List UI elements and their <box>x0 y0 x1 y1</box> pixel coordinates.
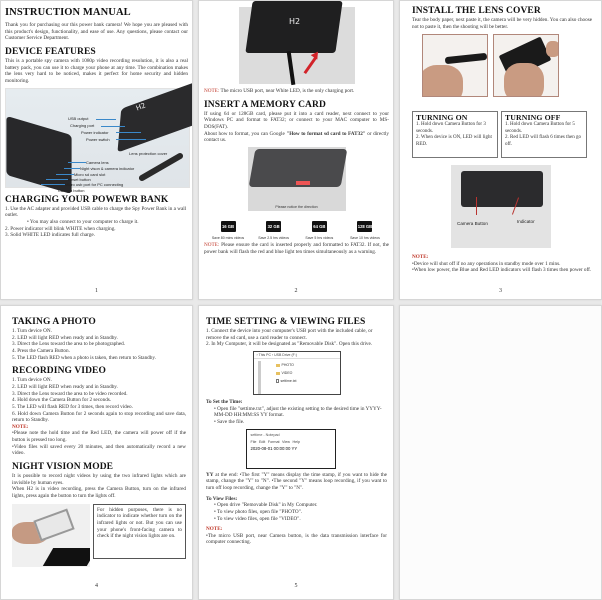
label-power-indicator: Power indicator <box>81 129 109 135</box>
label-reset-button: Reset button <box>68 176 91 182</box>
sd-card-16gb: 16 GB Save 80 mins videos <box>206 215 250 240</box>
notepad-title: settime - Notepad <box>250 432 280 437</box>
turning-off-heading: TURNING OFF <box>505 113 561 123</box>
sd-card-64gb: 64 GB Save 5 hrs videos <box>297 215 341 240</box>
sd-card-icon: 128 GB <box>357 221 372 232</box>
view-step: • To view video files, open file "VIDEO". <box>214 515 301 522</box>
view-step: • To view photo files, open file "PHOTO". <box>214 508 303 515</box>
manual-page-4 <box>0 305 193 600</box>
folder-icon <box>276 372 280 375</box>
photo-step: 1. Turn device ON. <box>12 327 52 334</box>
device-features-diagram <box>5 88 190 193</box>
night-vision-heading: NIGHT VISION MODE <box>12 462 114 473</box>
h2-logo: H2 <box>289 17 301 26</box>
lens-cover-photo-2 <box>493 34 559 97</box>
indicator-label: Indicator <box>517 219 535 224</box>
lens-cover-photos <box>422 34 601 97</box>
charging-step-2: 2. Power indicator will blink WHITE when charging. <box>5 225 116 232</box>
label-usb-output: USB output <box>68 115 89 121</box>
label-lens-cover: Lens protection cover <box>129 150 168 156</box>
label-night-vision: Night vison & camera indicator <box>80 165 135 171</box>
manual-page-2 <box>198 0 394 300</box>
page-title: INSTRUCTION MANUAL <box>5 7 131 18</box>
sd-card-icon: 16 GB <box>221 221 236 232</box>
sd-card-32gb: 32 GB Save 2.5 hrs videos <box>252 215 296 240</box>
page-number: 1 <box>95 288 98 294</box>
sd-card-capacity-list <box>206 215 387 240</box>
sd-card-icon: 32 GB <box>266 221 281 232</box>
video-step: 5. The LED will flash RED for 3 times, then record video. <box>12 403 133 410</box>
note-item: •The micro USB port, near Camera button, is the data transmission interface for computer connecting. <box>206 532 387 546</box>
set-time-step: • Open file "settime.txt", adjust the existing setting to the desired time in YYYY-MM-DD HH:MM:SS YY format. <box>214 405 382 419</box>
lens-cover-text: Tear the body paper, next paste it, the camera will be very hidden. You can also choose not to paste it, then the shooting will be better. <box>412 16 593 30</box>
label-charging-port: Charging port <box>70 122 95 128</box>
format-text: About how to format, you can Google "How to format sd card to FAT32" or directly contact us. <box>204 130 389 144</box>
sd-card-icon: 64 GB <box>312 221 327 232</box>
setup-step: 1. Connect the device into your computer's USB port with the included cable, or remove the sd card, use a card reader to connect. <box>206 327 373 341</box>
photo-heading: TAKING A PHOTO <box>12 317 96 327</box>
photo-step: 4. Press the Camera Button. <box>12 347 70 354</box>
notepad-value: 2020-08-01 00:00:00 YY <box>250 445 298 451</box>
label-sd-slot: Micro sd card slot <box>74 171 106 177</box>
video-step: 4. Hold down the Camera Button for 2 seconds. <box>12 397 112 404</box>
folder-photo: PHOTO <box>276 363 294 367</box>
note-label: NOTE: <box>12 423 29 430</box>
video-step: 1. Turn device ON. <box>12 377 52 384</box>
file-settime: settime.txt <box>276 379 297 383</box>
night-vision-text: It is possible to record night videos by using the two infrared lights which are invisible by human eyes. <box>12 473 186 486</box>
video-step: 6. Hold down Camera Button for 2 seconds again to stop recording and save data, return to Standby. <box>12 410 186 424</box>
note-label: NOTE: <box>206 526 223 533</box>
photo-step: 5. The LED flash RED when a photo is taken, then return to Standby. <box>12 354 156 361</box>
note-label: NOTE: <box>412 254 429 260</box>
h2-logo: H2 <box>134 101 147 113</box>
label-power-switch: Power switch <box>86 136 110 142</box>
text-file-icon <box>276 379 279 383</box>
lens-cover-photo-1 <box>422 34 488 97</box>
view-files-heading: To View Files: <box>206 495 238 502</box>
sd-slot-photo <box>248 147 346 211</box>
yy-explanation: YY at the end: •The first "Y" means display the time stamp, if you want to hide the stamp, change the "Y" to "N". •The second "Y" means loop recording, if you want to turn off loop recording, change the "Y" to "N". <box>206 471 387 491</box>
lens-cover-heading: INSTALL THE LENS COVER <box>412 6 541 16</box>
page-number: 3 <box>499 288 502 294</box>
sd-card-128gb: 128 GB Save 10 hrs videos <box>343 215 387 240</box>
manual-page-blank <box>399 305 602 600</box>
usb-cable <box>287 51 296 85</box>
night-vision-section <box>12 504 186 567</box>
notepad-screenshot <box>246 429 336 469</box>
sd-caption: Please notice the direction <box>275 204 318 209</box>
phone-check-photo <box>12 504 90 567</box>
charging-substep: • You may also connect to your computer to charge it. <box>27 218 139 225</box>
night-vision-text-2: When H2 is in video recording, press the Camera Button, turn on the infrared lights, press again the button to turn the lights off. <box>12 486 186 500</box>
page-number: 4 <box>95 583 98 589</box>
page-number: 2 <box>294 288 298 294</box>
charging-note: NOTE: The micro USB port, near White LED, is the only charging port. <box>204 88 355 94</box>
turning-on-heading: TURNING ON <box>416 113 468 123</box>
page-number: 5 <box>294 583 298 589</box>
video-heading: RECORDING VIDEO <box>12 366 106 377</box>
explorer-path: › This PC › USB Drive (F:) <box>254 352 340 359</box>
charging-port-photo <box>239 7 355 84</box>
turning-off-box: TURNING OFF 1. Hold down Camera Button for 5 seconds. 2. Red LED will flash 6 times then go off. <box>501 111 587 158</box>
manual-page-1 <box>0 0 193 300</box>
camera-button-label: Camera Button <box>457 221 488 226</box>
sd-card-icon <box>296 181 310 185</box>
button-indicator-photo <box>451 165 551 248</box>
notepad-menu: File Edit Format View Help <box>250 439 301 444</box>
folder-video: VIDEO <box>276 371 293 375</box>
video-step: 3. Direct the Lens toward the area to be video recorded. <box>12 390 128 397</box>
charging-step-1: 1. Use the AC adapter and provided USB cable to charge the Spy Power Bank in a wall outlet. <box>5 205 187 219</box>
memory-card-heading: INSERT A MEMORY CARD <box>204 99 326 110</box>
view-step: • Open drive "Removable Disk" in My Computer. <box>214 502 318 509</box>
charging-heading: CHARGING YOUR POWEWR BANK <box>5 194 169 205</box>
manual-page-3 <box>399 0 602 300</box>
label-micro-usb: Micro usb port for PC connecting <box>65 181 124 187</box>
photo-step: 2. LED will light RED when ready and in Standby. <box>12 334 118 341</box>
folder-icon <box>276 364 280 367</box>
set-time-step: • Save the file. <box>214 418 245 425</box>
file-explorer-screenshot <box>253 351 341 395</box>
power-bank-image-side <box>6 116 71 194</box>
photo-step: 3. Direct the Lens toward the area to be photographed. <box>12 341 126 348</box>
turning-on-box: TURNING ON 1. Hold down Camera Button for 3 seconds. 2. When device is ON, LED will light RED. <box>412 111 498 158</box>
label-camera-button: Camera button <box>58 187 85 193</box>
lens-cover-image <box>138 151 184 181</box>
note-item: •Please note the hold time and the Red LED, the camera will power off if the button is pressed too long. <box>12 430 186 444</box>
power-bank-image-top <box>117 79 193 152</box>
note-item: •Device will shut off if no any operations in standby mode over 1 mins. <box>412 260 561 267</box>
manual-page-5 <box>198 305 394 600</box>
video-step: 2. LED will light RED when ready and in Standby. <box>12 383 118 390</box>
intro-text: Thank you for purchasing our this power bank camera! We hope you are pleased with this product's design, functionality, and ease of use. Any questions, please contact our Customer Service Department. <box>5 22 188 42</box>
features-text: This is a portable spy camera with 1080p video recording resolution, it is also a real battery pack, you can use it to charge your phone at any time. The combination makes the lens very hard to be noticed, makes it perfect for home security and hidden monitoring. <box>5 57 188 84</box>
setup-step: 2. In My Computer, it will be designated as "Removable Disk". Open this drive. <box>206 341 373 348</box>
label-camera-lens: Camera lens <box>86 159 109 165</box>
features-heading: DEVICE FEATURES <box>5 46 96 57</box>
night-vision-tip-box: For hidden purposes, there is no indicator to indicate whether turn on the infrared lights or not. But you can use your phone's front-facing camera to check if the night vision lights are on. <box>93 504 186 559</box>
charging-step-3: 3. Solid WHITE LED indicates full charge. <box>5 232 95 239</box>
set-time-heading: To Set the Time: <box>206 398 243 405</box>
format-note: NOTE: Please ensure the card is inserted properly and formatted to FAT32. If not, the power bank will flash the red and blue light ten times simultaneously as a warning. <box>204 241 389 255</box>
power-instructions <box>412 111 601 158</box>
time-setting-heading: TIME SETTING & VIEWING FILES <box>206 317 366 327</box>
note-item: •Video files will saved every 20 minutes, and then automatically record a new video. <box>12 443 186 457</box>
memory-card-text: If using 64 or 128GB card, please put it into a card reader, next connect to your Windows PC and format to FAT32; or connect to your MAC computer to MS-DOS(FAT). <box>204 110 389 130</box>
note-item: •When low power, the Blue and Red LED indicators will flash 3 times then power off. <box>412 267 592 274</box>
